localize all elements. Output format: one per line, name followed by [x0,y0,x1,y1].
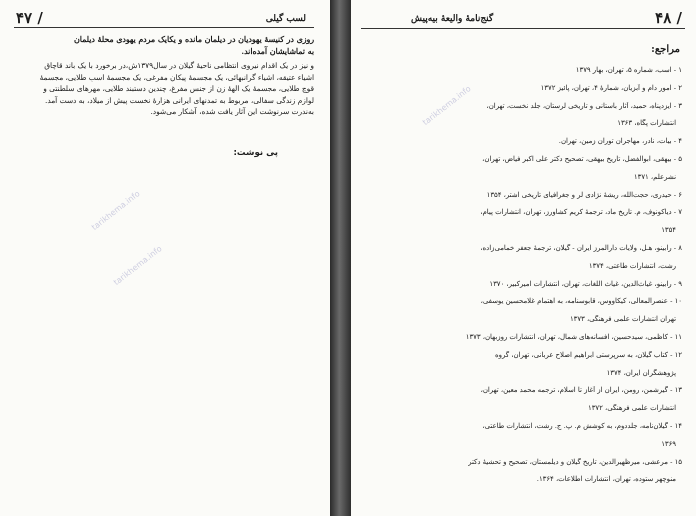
footnote-item [20,373,132,381]
running-header: لسب گیلی [265,14,306,24]
reference-line: ۳ - ایزدپناه، حمید، آثار باستانی و تاریخی لرستان، جلد نخست، تهران، [486,101,682,110]
footnote-item [120,345,270,353]
watermark: tarikhema.info [112,244,164,288]
body-line: لوازم زندگی سفالی، مربوط به تمدنهای ایرانی هزارهٔ نخست پیش از میلاد، به دست آمد. [44,95,314,105]
page-number: ۴۸ / [655,9,682,27]
footnote-item [120,300,270,308]
reference-line: پژوهشگران ایران، ۱۳۷۴ [606,368,676,377]
reference-line: ۱۳۶۹ [661,439,676,448]
reference-line: تهران انتشارات علمی فرهنگی، ۱۳۷۳ [569,315,676,324]
footnote-item [120,211,270,219]
footnote-item [20,248,132,256]
footnote-item [20,186,132,194]
reference-line: ۸ - رابینو، هـل، ولایات دارالمرز ایران - گیلان، ترجمهٔ جعفر خمامی‌زاده، [480,244,682,252]
reference-line: ۱۴ - گیلان‌نامه، جلددوم، به کوشش م. پ. ج. رشت، انتشارات طاعتی، [482,422,682,430]
body-line: و نیز در یک اقدام نیروی انتظامی ناحیهٔ گیلان در سال۱۳۷۹ش،در برخورد با یک باند قاچاق [44,61,314,70]
reference-line: ۴ - بیات، نادر، مهاجران توران زمین، تهران. [558,137,682,146]
reference-line: منوچهر ستوده، تهران، انتشارات اطلاعات، ۱۳۶۴. [536,475,676,484]
reference-line: ۶ - حیدری، حجت‌الله، ریشهٔ نژادی لر و جغرافیای تاریخی اشتر، ۱۳۵۴ [486,190,682,199]
reference-line: انتشارات پگاه، ۱۳۶۳ [617,119,676,128]
footnote-item [120,247,270,255]
reference-line: ۱۲ - کتاب گیلان، به سرپرستی ابراهیم اصلاح عربانی، تهران، گروه [495,350,682,359]
footnotes-heading: پی نوشت: [233,148,278,158]
running-header: گنج‌نامهٔ والیعهٔ بیه‌پیش [411,14,494,24]
footnote-item [120,220,270,228]
left-page [0,0,330,516]
reference-line: ۲ - امور دام و آبزیان، شمارهٔ ۴، تهران، پائیز ۱۳۷۲ [540,83,682,92]
reference-line: ۱۰ - عنصرالمعالی، کیکاووس، قابوسنامه، به اهتمام غلامحسین یوسفی، [480,297,682,306]
body-line: به‌ندرت سرنوشت این آثار یافت شده، آشکار می‌شود. [150,107,314,116]
footnote-item [20,177,132,185]
footnote-item [20,355,132,363]
body-line: اشیاء عتیقه، اشیاء گرانبهائی، یک مجسمهٔ پیکان مفرغی، یک مجسمهٔ اسب طلایی، مجسمهٔ [39,72,314,82]
footnote-item [120,194,270,202]
footnote-item [120,185,270,193]
footnote-item [20,257,132,265]
footnote-item [120,283,270,291]
footnote-item [20,328,132,336]
reference-line: ۱۱ - کاظمی، سیدحسین، افسانه‌های شمال، تهران، انتشارات روزبهان، ۱۳۷۳ [465,333,682,341]
footnote-item [120,292,270,300]
footnote-item [120,336,270,344]
footnote-item [120,354,270,362]
footnote-item [120,238,270,246]
footnote-item [120,309,270,317]
reference-line: رشت، انتشارات طاعتی، ۱۳۷۴ [588,261,676,270]
footnote-item [120,158,270,166]
footnote-item [120,176,270,184]
reference-line: ۱۳ - گیرشمن، رومن، ایران از آغاز تا اسلام، ترجمه محمد معین، تهران، [480,386,682,395]
header-rule [361,28,685,29]
page-number: ۴۷ / [16,9,43,27]
footnote-item [120,318,270,326]
reference-line: ۵ - بیهقی، ابوالفضل، تاریخ بیهقی، تصحیح دکتر علی اکبر فیاض، تهران، [482,155,682,163]
footnote-item [20,382,132,390]
body-line: به تماشایشان آمده‌اند. [241,46,314,56]
footnote-item [120,167,270,175]
footnote-item [20,195,132,203]
footnote-item [120,274,270,282]
book-gutter [330,0,351,516]
footnote-item [20,346,132,354]
reference-line: ۷ - دیاکونوف، م. تاریخ ماد، ترجمهٔ کریم کشاورز، تهران، انتشارات پیام، [480,208,682,217]
reference-line: ۹ - رابینو، غیاث‌الدین، غیاث اللغات، تهران، انتشارات امیرکبیر، ۱۳۷۰ [489,279,682,288]
footnote-item [20,230,132,238]
header-rule [14,27,314,28]
reference-line: نشرعلم، ۱۳۷۱ [633,172,676,181]
reference-line: ۱ - اسب، شماره ۵، تهران، بهار ۱۳۷۹ [575,66,682,74]
watermark: tarikhema.info [90,189,142,233]
footnote-item [20,221,132,229]
body-line: قوچ طلایی، مجسمهٔ یک الههٔ زن از جنس مفرغ، چندین دستبند طلایی، مهرهای سلطنتی و [43,84,314,93]
footnote-item [20,293,132,301]
reference-line: انتشارات علمی فرهنگی، ۱۳۷۲ [588,404,676,413]
footnote-item [120,327,270,335]
references-heading: مراجع: [651,44,680,55]
reference-line: ۱۳۵۴ [661,226,676,235]
footnote-item [20,319,132,327]
footnote-item [20,364,132,372]
right-page [351,0,696,516]
footnote-item [20,337,132,345]
footnote-item [20,302,132,310]
footnote-item [20,310,132,318]
footnote-item [20,168,132,176]
footnote-item [20,239,132,247]
footnote-item [120,229,270,237]
footnote-item [120,363,270,371]
footnote-item [20,266,132,274]
reference-line: ۱۵ - مرعشی، میرظهیرالدین، تاریخ گیلان و دیلمستان، تصحیح و تحشیهٔ دکتر [468,457,682,466]
footnote-item [120,203,270,211]
watermark: tarikhema.info [421,84,473,128]
body-line: روزی در کنیسهٔ یهودیان در دیلمان مانده و یکایک مردم یهودی محلهٔ دیلمان [74,35,314,44]
footnote-item [120,372,270,380]
